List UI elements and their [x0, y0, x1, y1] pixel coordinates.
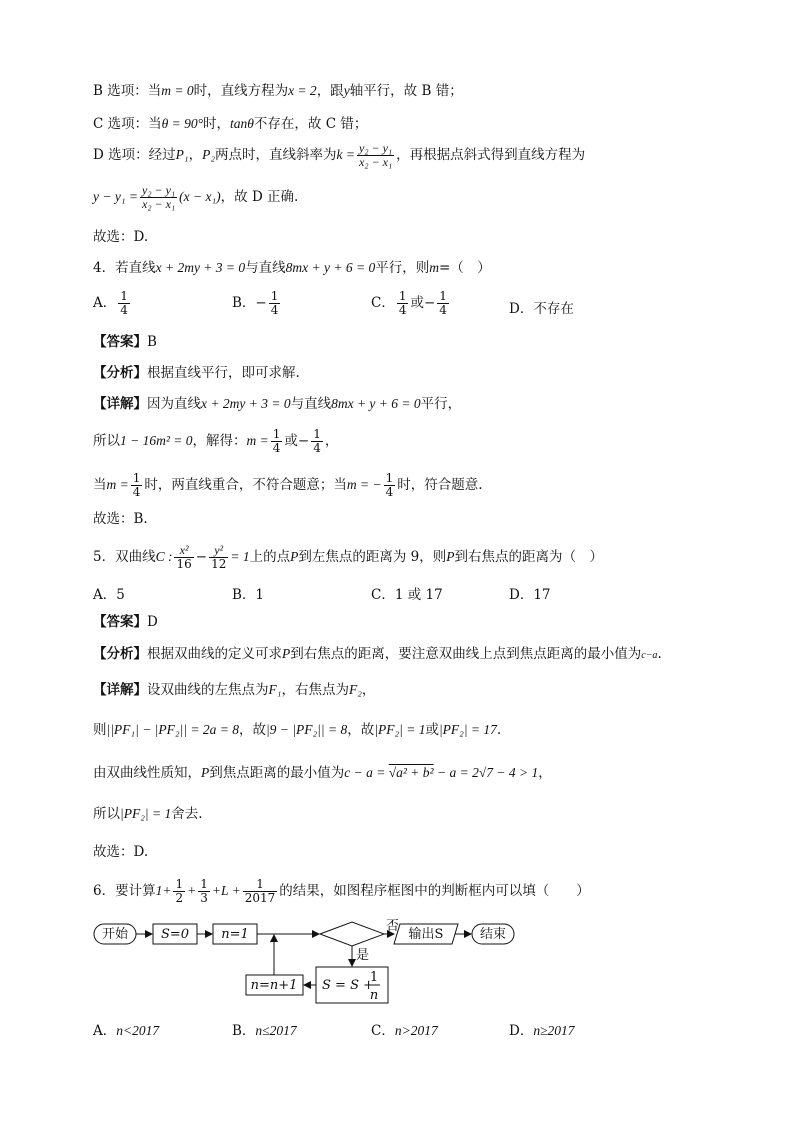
q6-option-b: B．n≤2017: [232, 1023, 297, 1039]
explain-c: C 选项：当θ = 90°时，tanθ不存在，故 C 错；: [93, 116, 368, 132]
q4-option-d: D．不存在: [509, 301, 574, 317]
q4-solve: 所以1 − 16m² = 0，解得：m = $\frac{1}{4}$ 或− $\frac{1}{4}$ ，: [93, 427, 339, 455]
slope-fraction-2: $\frac{\text{y₂ − y₁}}{\text{x₂ − x₁}}$: [142, 183, 176, 211]
q4-choose: 故选：B.: [93, 511, 148, 527]
q4-answer: 【答案】B: [93, 334, 157, 350]
init-n-label: n=1: [221, 927, 249, 942]
end-label: 结束: [479, 927, 507, 942]
q5-detail: 【详解】设双曲线的左焦点为F₁，右焦点为F₂，: [93, 682, 376, 698]
q5-step-3: 由双曲线性质知，P到焦点距离的最小值为c − a = √a² + b² − a = 2√7 − 4 > 1，: [93, 765, 552, 781]
start-label: 开始: [101, 927, 129, 942]
yes-label: 是: [356, 948, 370, 963]
q6-option-c: C．n>2017: [371, 1023, 438, 1039]
flowchart: [90, 916, 530, 1008]
q4-analysis: 【分析】根据直线平行，即可求解.: [93, 365, 300, 381]
q5-step-2: 则||PF₁| − |PF₂|| = 2a = 8，故|9 − |PF₂|| = 8，故|PF₂| = 1或|PF₂| = 17.: [93, 722, 502, 738]
choose-line-1: 故选：D.: [93, 229, 149, 245]
decision-node: [320, 922, 384, 946]
q5-analysis: 【分析】根据双曲线的定义可求P到右焦点的距离，要注意双曲线上点到焦点距离的最小值为c−a.: [93, 646, 662, 662]
increment-label: n=n+1: [250, 978, 298, 993]
q6-stem: 6．要计算1+ $\frac{1}{2}$ + $\frac{1}{3}$ +L + $\frac{1}{2017}$ 的结果，如图程序框图中的判断框内可以填（ ）: [93, 877, 590, 905]
q4-option-c: C． $\frac{1}{4}$ 或− $\frac{1}{4}$: [371, 289, 447, 317]
q4-stem: 4．若直线x + 2my + 3 = 0与直线8mx + y + 6 = 0平行，则m=（ ）: [93, 260, 491, 276]
q5-answer: 【答案】D: [93, 614, 158, 630]
q4-check: 当m = $\frac{1}{4}$ 时，两直线重合，不符合题意；当m = − $\frac{1}{4}$ 时，符合题意.: [93, 471, 483, 499]
q5-option-d: D．17: [509, 587, 551, 603]
q6-option-d: D．n≥2017: [509, 1023, 575, 1039]
init-s-label: S=0: [160, 927, 190, 942]
explain-d: D 选项：经过P₁，P₂两点时，直线斜率为k = $\frac{\text{y₂ − y₁}}{\text{x₂ − x₁}}$ ，再根据点斜式得到直线方程为: [93, 141, 586, 169]
update-s-left: S = S +: [322, 978, 374, 993]
update-s-den: n: [369, 988, 379, 1003]
q5-stem: 5．双曲线C : $\frac{\text{x²}}{16}$ − $\frac{\text{y²}}{12}$ = 1上的点P到左焦点的距离为 9，则P到右焦点的距离为（ ）: [93, 543, 603, 571]
q5-option-b: B．1: [232, 587, 265, 603]
q5-choose: 故选：D.: [93, 844, 149, 860]
q4-option-a: A． $\frac{1}{4}$: [93, 289, 128, 317]
q5-option-a: A．5: [93, 587, 125, 603]
no-label: 否: [386, 919, 400, 934]
q4-detail: 【详解】因为直线x + 2my + 3 = 0与直线8mx + y + 6 = 0平行，: [93, 396, 462, 412]
output-label: 输出S: [408, 927, 444, 942]
q4-option-b: B．− $\frac{1}{4}$: [232, 289, 279, 317]
q5-option-c: C．1 或 17: [371, 587, 443, 603]
slope-fraction: $\frac{\text{y₂ − y₁}}{\text{x₂ − x₁}}$: [359, 141, 393, 169]
explain-b: B 选项：当m = 0时，直线方程为x = 2，跟y轴平行，故 B 错；: [93, 83, 463, 99]
q5-step-4: 所以|PF₂| = 1舍去.: [93, 806, 203, 822]
explain-d-equation: y − y₁ = $\frac{\text{y₂ − y₁}}{\text{x₂ − x₁}}$ (x − x₁)，故 D 正确.: [93, 183, 299, 211]
update-s-num: 1: [369, 970, 379, 985]
q6-option-a: A．n<2017: [93, 1023, 160, 1039]
